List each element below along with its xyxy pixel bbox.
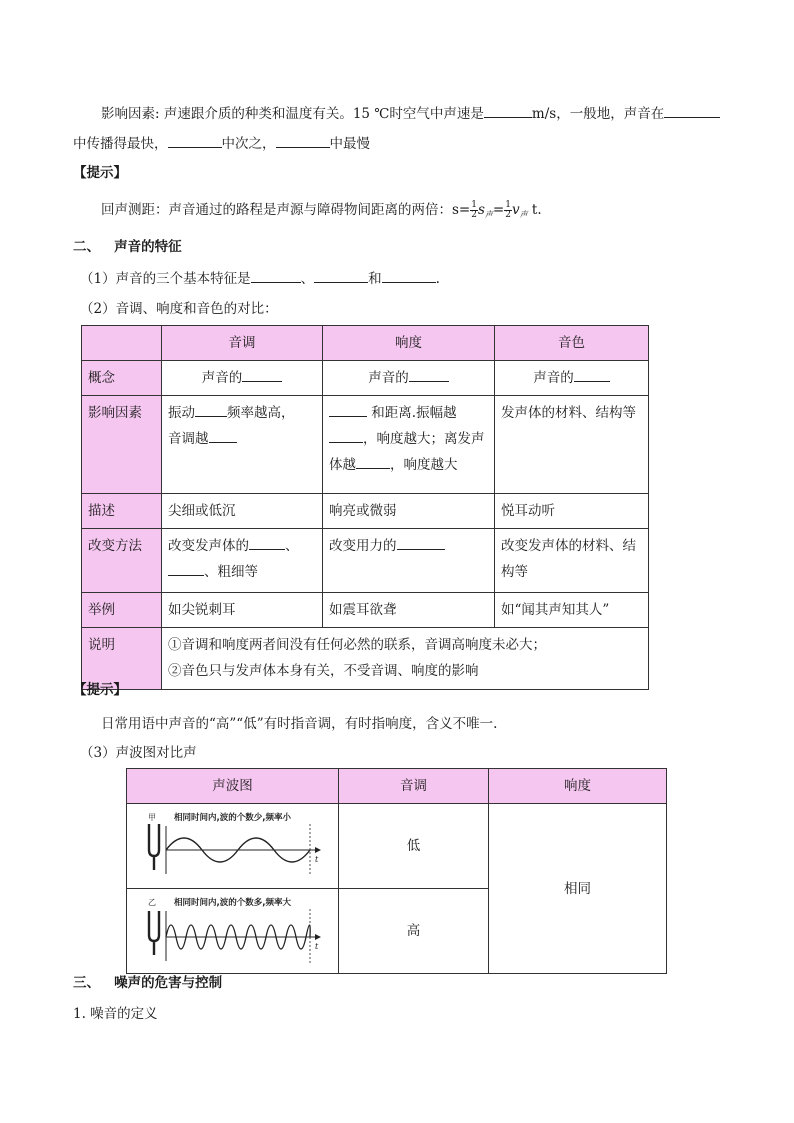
section-heading: 二、 声音的特征 (73, 239, 182, 255)
speed-factor-line: 影响因素: 声速跟介质的种类和温度有关。15 ℃时空气中声速是 m/s，一般地，声音在 (101, 103, 720, 124)
arrow-icon (315, 934, 321, 940)
question-3: （3）声波图对比声 (80, 745, 197, 761)
blank[interactable] (195, 402, 227, 417)
table-cell: 如尖锐刺耳 (162, 593, 323, 628)
blank[interactable] (242, 367, 282, 382)
loudness-cell: 相同 (489, 804, 667, 974)
row-label: 影响因素 (82, 396, 162, 494)
fraction: $\frac{1}{2}$ (505, 200, 511, 220)
table-cell: 响亮或微弱 (323, 494, 495, 529)
table-cell: 改变用力的 (323, 529, 495, 593)
row-label: 举例 (82, 593, 162, 628)
subsection-heading: 1. 噪音的定义 (73, 1006, 158, 1022)
table-cell: 发声体的材料、结构等 (495, 396, 649, 494)
blank[interactable] (664, 103, 720, 118)
table-cell: 振动 频率越高， 音调越 (162, 396, 323, 494)
table-cell: 改变发声体的材料、结 构等 (495, 529, 649, 593)
blank[interactable] (314, 268, 368, 283)
blank[interactable] (276, 133, 330, 148)
tuning-fork-icon (149, 824, 159, 870)
blank[interactable] (356, 454, 390, 469)
tip-heading: 【提示】 (73, 165, 127, 181)
tip-heading: 【提示】 (73, 682, 127, 698)
fraction: $\frac{1}{2}$ (471, 200, 477, 220)
blank[interactable] (382, 268, 436, 283)
pitch-cell: 高 (339, 889, 489, 974)
table-cell: 和距离.振幅越 ，响度越大；离发声 体越 ，响度越大 (323, 396, 495, 494)
header-cell: 音调 (339, 769, 489, 804)
table-cell: 声音的 (162, 361, 323, 396)
blank[interactable] (329, 402, 367, 417)
table-cell: 悦耳动听 (495, 494, 649, 529)
tip-text: 日常用语中声音的“高”“低”有时指音调，有时指响度，含义不唯一. (101, 716, 498, 732)
tuning-fork-icon (149, 911, 159, 955)
table-cell: 声音的 (323, 361, 495, 396)
blank[interactable] (484, 103, 532, 118)
wave-caption: 相同时间内,波的个数少,频率小 (174, 813, 291, 823)
header-cell (82, 326, 162, 361)
blank[interactable] (168, 561, 204, 576)
header-cell: 声波图 (127, 769, 339, 804)
row-label: 说明 (82, 628, 162, 690)
row-label: 描述 (82, 494, 162, 529)
blank[interactable] (209, 428, 237, 443)
axis-label: t (315, 942, 319, 951)
fork-label: 乙 (148, 898, 156, 907)
waveform-cell (127, 889, 339, 974)
axis-label: t (315, 855, 319, 864)
blank[interactable] (168, 133, 222, 148)
table-cell: ①音调和响度两者间没有任何必然的联系，音调高响度未必大； ②音色只与发声体本身有关，不受音调、响度的影响 (162, 628, 649, 690)
question-1: （1）声音的三个基本特征是 、 和 . (80, 268, 440, 289)
pitch-cell: 低 (339, 804, 489, 889)
blank[interactable] (251, 268, 301, 283)
wave-caption: 相同时间内,波的个数多,频率大 (174, 898, 291, 908)
echo-formula-line: 回声测距：声音通过的路程是声源与障碍物间距离的两倍：s= $\frac{1}{2}$ $s_声=$ $\frac{1}{2}$ $v_声$ t. (101, 200, 542, 220)
blank[interactable] (409, 367, 449, 382)
header-cell: 音色 (495, 326, 649, 361)
row-label: 改变方法 (82, 529, 162, 593)
speed-media-line: 中传播得最快， 中次之， 中最慢 (73, 133, 370, 154)
header-cell: 响度 (323, 326, 495, 361)
table-cell: 如“闻其声知其人” (495, 593, 649, 628)
table-cell: 改变发声体的 、 、粗细等 (162, 529, 323, 593)
blank[interactable] (574, 367, 610, 382)
fork-label: 甲 (148, 813, 156, 822)
blank[interactable] (249, 535, 285, 550)
table-cell: 如震耳欲聋 (323, 593, 495, 628)
arrow-icon (315, 847, 321, 853)
waveform-table (126, 768, 667, 974)
table-cell: 声音的 (495, 361, 649, 396)
blank[interactable] (397, 535, 445, 550)
section-heading: 三、 噪声的危害与控制 (73, 975, 223, 991)
row-label: 概念 (82, 361, 162, 396)
blank[interactable] (329, 428, 363, 443)
high-frequency-waveform (127, 889, 339, 973)
question-2: （2）音调、响度和音色的对比： (80, 301, 278, 317)
waveform-cell (127, 804, 339, 889)
header-cell: 响度 (489, 769, 667, 804)
comparison-table (81, 325, 649, 690)
low-frequency-waveform (127, 804, 339, 888)
header-cell: 音调 (162, 326, 323, 361)
table-cell: 尖细或低沉 (162, 494, 323, 529)
